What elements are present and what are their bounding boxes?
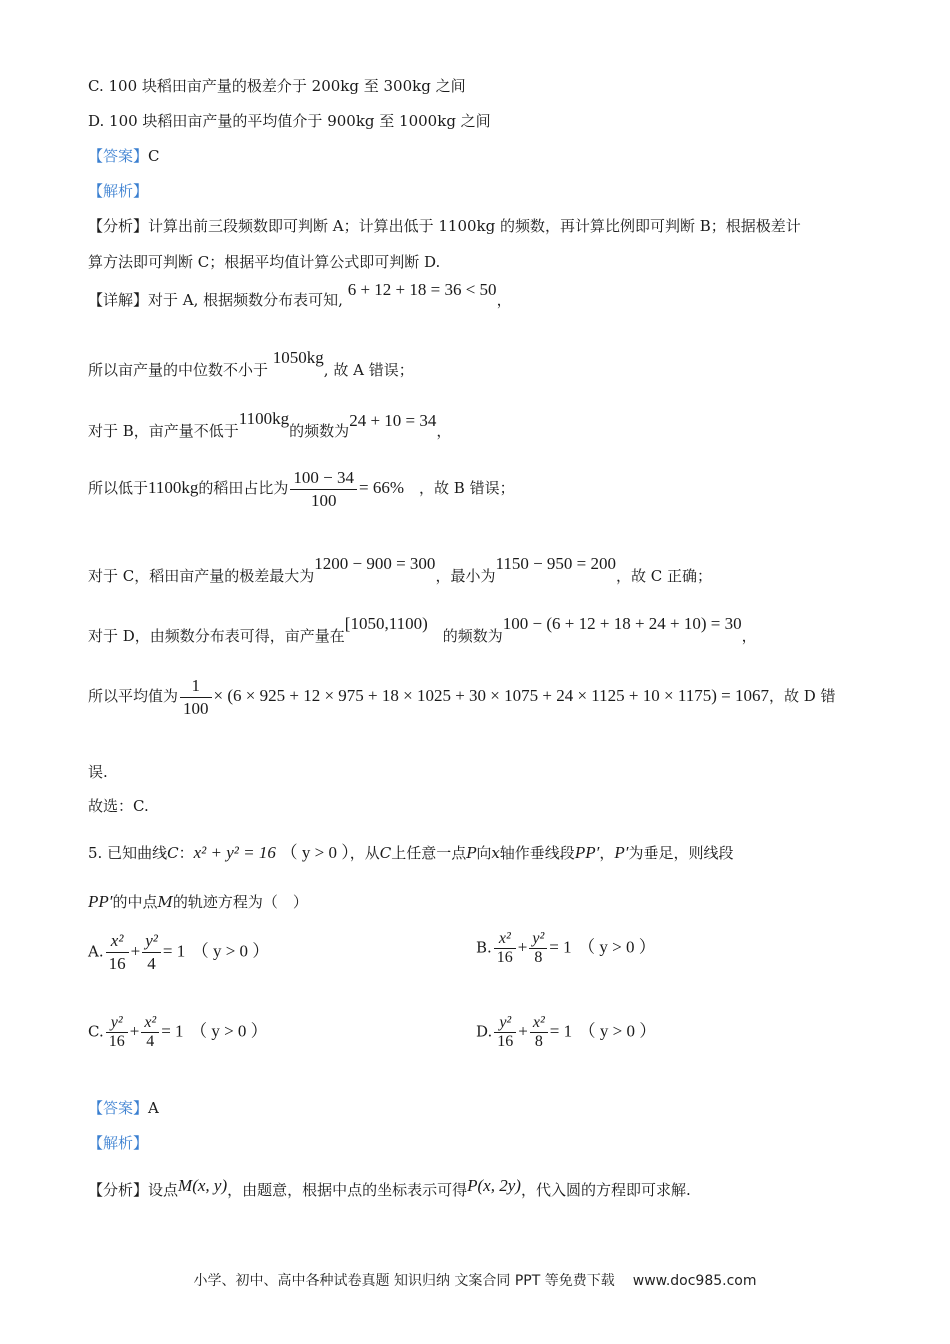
detail-d3-line: 误. [88, 763, 108, 781]
footer-text: 小学、初中、高中各种试卷真题 知识归纳 文案合同 PPT 等免费下载 [193, 1273, 615, 1289]
option-a-frac2 [142, 930, 161, 975]
q5-foot-text: 为垂足，则线段 [628, 844, 734, 862]
fenxi-text-1: 计算出前三段频数即可判断 A；计算出低于 1100kg 的频数，再计算比例即可判断 B；根据极差计 [148, 217, 801, 235]
q5-curve-c: C [167, 844, 179, 862]
detail-b2-line [88, 466, 515, 512]
frac-den: 4 [147, 954, 156, 973]
q5-foot-p: P′ [614, 843, 629, 862]
fenxi2-m2: P(x, 2y) [467, 1176, 521, 1195]
detail-d-math2: 100 − (6 + 12 + 18 + 24 + 10) = 30 [502, 614, 742, 633]
jiexi2-tag: 【解析】 [88, 1134, 149, 1152]
option-cond: （ y > 0 ） [587, 1021, 657, 1041]
fenxi-tag: 【分析】 [88, 217, 149, 235]
answer-value: C [148, 147, 160, 165]
q5-point-text: 上任意一点 [391, 844, 467, 862]
detail-b-math1: 1100kg [238, 409, 290, 428]
frac-num: y² [529, 930, 547, 949]
detail-d2-line [88, 674, 836, 720]
detail-c-end: ，故 C 正确； [616, 567, 713, 585]
answer2-line [88, 1098, 159, 1118]
page-footer [0, 1270, 950, 1290]
frac-num: x² [106, 930, 129, 953]
q5-midpoint-text: 的中点 [112, 893, 158, 911]
detail-a2-end: , 故 A 错误； [323, 361, 414, 379]
fenxi-line-2: 算方法即可判断 C；根据平均值计算公式即可判断 D. [88, 253, 441, 271]
q5-point-p: P [466, 844, 477, 862]
frac-den: 16 [108, 954, 126, 973]
option-rhs: = 1 [549, 1021, 573, 1041]
detail-d-line [88, 614, 757, 646]
frac-den: 16 [496, 949, 513, 966]
detail-a-line [88, 280, 512, 310]
option-d-line: D. 100 块稻田亩产量的平均值介于 900kg 至 1000kg 之间 [88, 112, 491, 130]
q5-perp-text: 轴作垂线段 [499, 844, 575, 862]
detail-a2-text: 所以亩产量的中位数不小于 [88, 361, 269, 379]
option-d: D. $\frac{\text{y²}}{16}$ + $\frac{\text{x²}}{8}$ = 1 （ y > 0 ） [476, 1014, 657, 1050]
option-d-frac2 [530, 1014, 548, 1051]
option-d-frac1 [494, 1014, 516, 1051]
q5-prefix: 5. 已知曲线 [88, 844, 168, 862]
frac-num: y² [106, 1014, 128, 1033]
frac-num: x² [141, 1014, 159, 1033]
footer-url[interactable]: www.doc985.com [632, 1273, 757, 1289]
detail-b2-numerator: 100 − 34 [290, 467, 357, 490]
question-5-line-2 [88, 892, 308, 912]
option-label: B. [476, 938, 492, 957]
detail-d2-math: × (6 × 925 + 12 × 975 + 18 × 1025 + 30 × 1075 + 24 × 1125 + 10 × 1175) = 1067 [213, 686, 769, 705]
answer-tag: 【答案】 [88, 147, 149, 165]
option-cond: （ y > 0 ） [198, 1021, 268, 1041]
option-label: D. [476, 1022, 493, 1041]
detail-a2-math: 1050kg [272, 348, 324, 367]
frac-den: 16 [108, 1033, 125, 1050]
detail-b2-denominator: 100 [310, 490, 337, 510]
fenxi2-m1: M(x, y) [178, 1176, 228, 1195]
option-b-frac1 [494, 930, 516, 967]
frac-den: 8 [534, 1033, 543, 1050]
detail-b2-mid: 的稻田占比为 [198, 479, 289, 497]
option-label: A. [88, 942, 104, 961]
detail-c-math2: 1150 − 950 = 200 [495, 554, 616, 573]
option-b-frac2 [529, 930, 547, 967]
frac-num: x² [530, 1014, 548, 1033]
detail-d2-text: 所以平均值为 [88, 687, 179, 705]
option-c-frac2 [141, 1014, 159, 1051]
option-a-frac1 [106, 930, 129, 975]
frac-den: 4 [146, 1033, 155, 1050]
option-b: B. $\frac{\text{x²}}{16}$ + $\frac{\text{y²}}{8}$ = 1 （ y > 0 ） [476, 930, 656, 966]
frac-den: 8 [534, 949, 543, 966]
detail-d2-denominator: 100 [183, 698, 209, 718]
detail-b2-fraction [290, 467, 357, 512]
option-cond: （ y > 0 ） [200, 941, 270, 961]
q5-equation: x² + y² = 16 [193, 843, 276, 862]
detail-d-mid: 的频数为 [442, 627, 503, 645]
detail-c-mid: ，最小为 [435, 567, 496, 585]
detail-d-math1: [1050,1100) [344, 614, 428, 633]
option-cond: （ y > 0 ） [586, 937, 656, 957]
answer2-value: A [148, 1099, 159, 1117]
detail-a-comma: ， [496, 291, 512, 309]
q5-curve-c-2: C [379, 844, 392, 862]
option-c-frac1 [106, 1014, 128, 1051]
fenxi2-tag: 【分析】 [88, 1181, 149, 1199]
detail-b2-eq: = 66% [359, 478, 404, 497]
answer2-tag: 【答案】 [88, 1099, 149, 1117]
jiexi-tag: 【解析】 [88, 182, 149, 200]
q5-to: 向 [476, 844, 492, 862]
option-rhs: = 1 [161, 1021, 184, 1041]
q5-colon: ： [178, 844, 194, 862]
detail-b-comma: ， [436, 422, 452, 440]
option-label: C. [88, 1022, 104, 1041]
detail-a-math: 6 + 12 + 18 = 36 < 50 [347, 280, 497, 299]
detail-c-text: 对于 C，稻田亩产量的极差最大为 [88, 567, 315, 585]
answer-line [88, 146, 160, 166]
q5-condition: （ y > 0 ） [280, 843, 350, 862]
detail-b2-math: 1100kg [148, 478, 199, 497]
detail-d2-fraction [180, 675, 212, 720]
fenxi2-t3: ，代入圆的方程即可求解. [520, 1181, 691, 1199]
detail-d2-end: ，故 D 错 [768, 687, 836, 705]
frac-num: x² [494, 930, 516, 949]
detail-b2-end: ，故 B 错误； [419, 479, 515, 497]
detail-b-line [88, 409, 452, 441]
option-rhs: = 1 [549, 937, 572, 957]
fenxi-line-1 [88, 216, 801, 236]
detail-c-line [88, 554, 713, 586]
detail-tag: 【详解】 [88, 291, 149, 309]
detail-b-text: 对于 B，亩产量不低于 [88, 422, 239, 440]
q5-segment-pp-2: PP′ [88, 892, 113, 911]
detail-b-mid: 的频数为 [289, 422, 350, 440]
question-5-line-1 [88, 843, 733, 863]
detail-a2-line [88, 348, 414, 380]
option-a: A. $\frac{\text{x²}}{16}$ + $\frac{\text{y²}}{4}$ = 1 （ y > 0 ） [88, 931, 270, 973]
fenxi2-t2: ，由题意，根据中点的坐标表示可得 [227, 1181, 468, 1199]
option-c: C. $\frac{\text{y²}}{16}$ + $\frac{\text{x²}}{4}$ = 1 （ y > 0 ） [88, 1014, 268, 1050]
detail-d-text: 对于 D，由频数分布表可得，亩产量在 [88, 627, 345, 645]
q5-segment-pp: PP′ [574, 843, 600, 862]
frac-num: y² [494, 1014, 516, 1033]
detail-d-comma: ， [741, 627, 757, 645]
detail-b2-text: 所以低于 [88, 479, 149, 497]
frac-num: y² [142, 930, 161, 953]
guxuan-line: 故选：C. [88, 797, 149, 815]
q5-comma: ， [599, 844, 615, 862]
q5-ask-text: 的轨迹方程为（ ） [172, 893, 308, 911]
detail-b-math2: 24 + 10 = 34 [349, 411, 437, 430]
q5-axis-x: x [491, 844, 500, 862]
option-rhs: = 1 [162, 941, 186, 961]
option-c-line: C. 100 块稻田亩产量的极差介于 200kg 至 300kg 之间 [88, 77, 466, 95]
detail-d2-numerator: 1 [180, 675, 212, 698]
q5-from: ，从 [349, 844, 380, 862]
detail-a-text: 对于 A, 根据频数分布表可知, [148, 291, 343, 309]
frac-den: 16 [497, 1033, 514, 1050]
detail-c-math1: 1200 − 900 = 300 [314, 554, 436, 573]
fenxi2-line [88, 1176, 691, 1200]
q5-point-m: M [157, 893, 173, 911]
fenxi2-t1: 设点 [148, 1181, 179, 1199]
